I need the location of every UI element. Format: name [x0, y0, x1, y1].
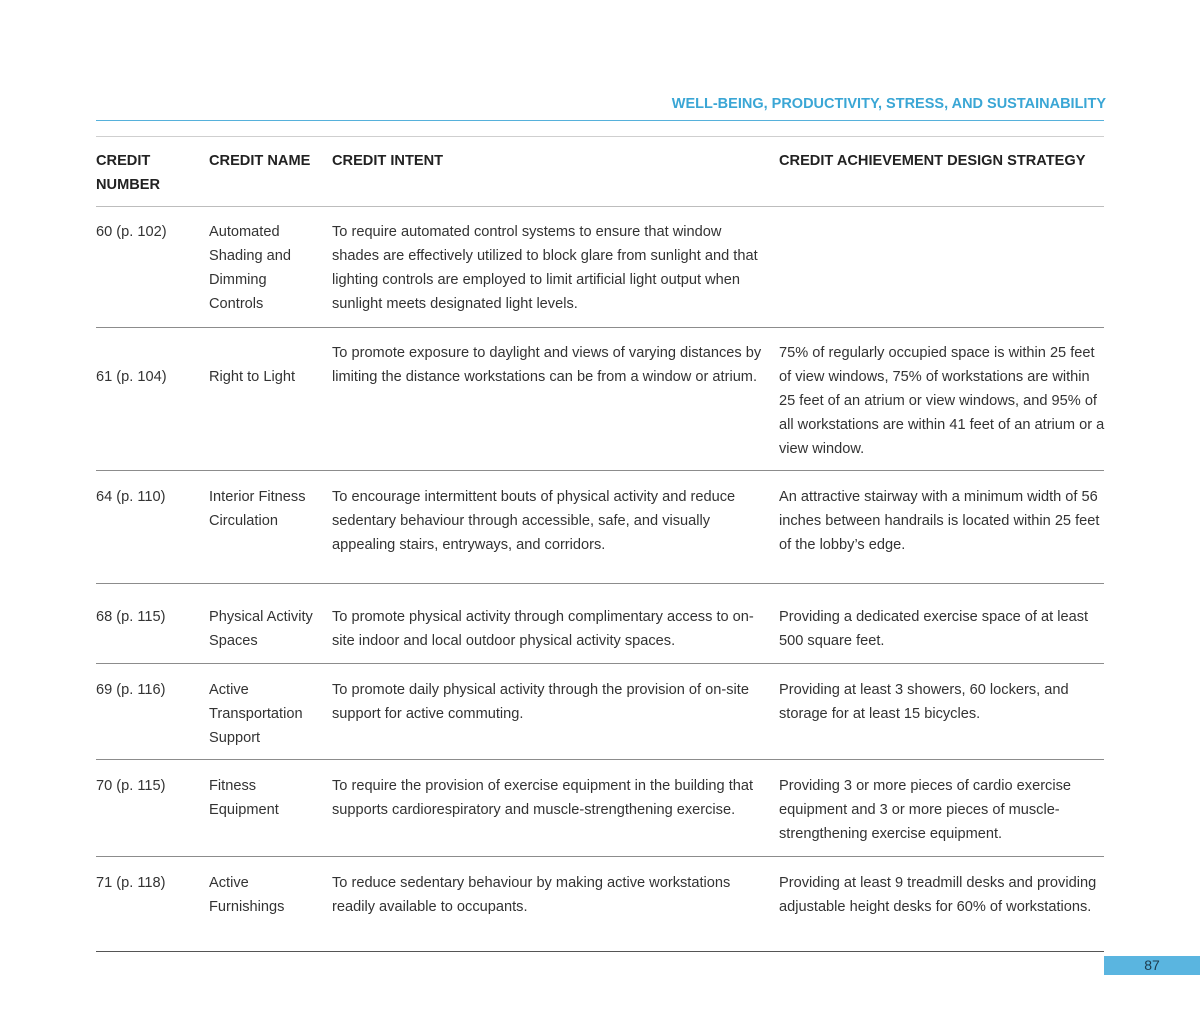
credit-name: Automated Shading and Dimming Controls: [209, 224, 291, 312]
header-credit-number: CREDIT NUMBER: [96, 153, 161, 193]
credit-number: 61 (p. 104): [96, 369, 167, 385]
page-number: 87: [1104, 956, 1200, 975]
credit-strategy: Providing at least 3 showers, 60 lockers, and storage for at least 15 bicycles.: [779, 682, 1069, 722]
credit-strategy: Providing 3 or more pieces of cardio exercise equipment and 3 or more pieces of muscle-strengthening exercise equipment.: [779, 778, 1072, 842]
running-head: WELL-BEING, PRODUCTIVITY, STRESS, AND SUSTAINABILITY: [671, 96, 1106, 112]
table-row: [96, 584, 1104, 664]
credit-name: Physical Activity Spaces: [209, 609, 313, 649]
credit-number: 70 (p. 115): [96, 778, 166, 794]
credit-intent: To require automated control systems to ensure that window shades are effectively utilized to block glare from sunlight and that lighting controls are employed to limit artificial light output when sunlight meets designated light levels.: [332, 224, 758, 312]
credit-number: 71 (p. 118): [96, 875, 166, 891]
header-rule: [96, 120, 1104, 121]
table-row: [96, 857, 1104, 952]
credit-strategy: An attractive stairway with a minimum width of 56 inches between handrails is located within 25 feet of the lobby’s edge.: [779, 489, 1100, 553]
credits-table: [96, 137, 1104, 952]
credit-intent: To promote physical activity through complimentary access to on-site indoor and local outdoor physical activity spaces.: [332, 609, 754, 649]
credit-name: Active Furnishings: [209, 875, 285, 915]
header-credit-intent: CREDIT INTENT: [332, 153, 444, 169]
credit-number: 64 (p. 110): [96, 489, 166, 505]
credit-intent: To promote daily physical activity through the provision of on-site support for active commuting.: [332, 682, 749, 722]
credit-strategy: Providing at least 9 treadmill desks and providing adjustable height desks for 60% of workstations.: [779, 875, 1097, 915]
credit-number: 60 (p. 102): [96, 224, 167, 240]
credit-strategy: 75% of regularly occupied space is within 25 feet of view windows, 75% of workstations are within 25 feet of an atrium or view windows, and 95% of all workstations are within 41 feet of an atrium or a view window.: [779, 345, 1105, 457]
credit-name: Fitness Equipment: [209, 778, 279, 818]
header-credit-name: CREDIT NAME: [209, 153, 311, 169]
table-row: [96, 328, 1104, 471]
credit-intent: To encourage intermittent bouts of physical activity and reduce sedentary behaviour through accessible, safe, and visually appealing stairs, entryways, and corridors.: [332, 489, 736, 553]
table-row: [96, 207, 1104, 328]
credit-intent: To require the provision of exercise equipment in the building that supports cardiorespiratory and muscle-strengthening exercise.: [332, 778, 754, 818]
credit-name: Active Transportation Support: [209, 682, 303, 746]
credit-number: 69 (p. 116): [96, 682, 166, 698]
table-row: [96, 760, 1104, 857]
credit-strategy: Providing a dedicated exercise space of at least 500 square feet.: [779, 609, 1089, 649]
credit-name: Interior Fitness Circulation: [209, 489, 306, 529]
credit-number: 68 (p. 115): [96, 609, 166, 625]
credit-intent: To reduce sedentary behaviour by making active workstations readily available to occupants.: [332, 875, 731, 915]
table-row: [96, 471, 1104, 584]
credit-name: Right to Light: [209, 369, 295, 385]
header-credit-strategy: CREDIT ACHIEVEMENT DESIGN STRATEGY: [779, 153, 1086, 169]
table-header-row: [96, 137, 1104, 207]
credit-intent: To promote exposure to daylight and views of varying distances by limiting the distance workstations can be from a window or atrium.: [332, 345, 762, 385]
table-row: [96, 664, 1104, 760]
